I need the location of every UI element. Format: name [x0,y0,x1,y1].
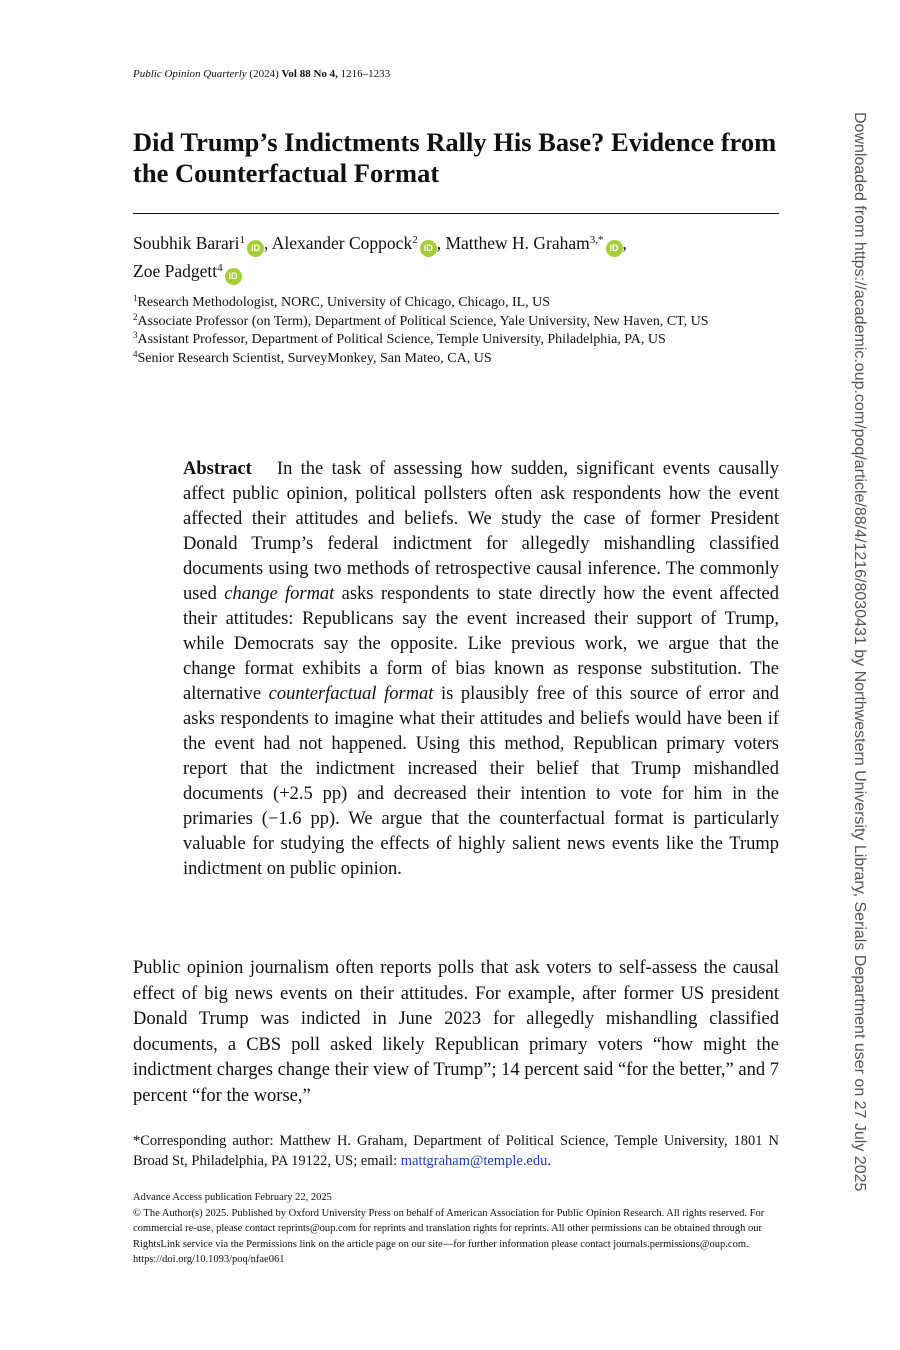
copyright-notice: © The Author(s) 2025. Published by Oxford University Press on behalf of American Association for Public Opinion Research. All rights reserved. For commercial re-use, please contact reprints@oup.com for reprints and translation rights for reprints. All other permissions can be obtained through our RightsLink service via the Permissions link on the article page on our site—for further information please contact journals.permissions@oup.com. [133,1207,765,1250]
affiliation-text: Senior Research Scientist, SurveyMonkey, San Mateo, CA, US [137,350,492,366]
affiliation-text: Associate Professor (on Term), Department of Political Science, Yale University, New Haven, CT, US [137,313,709,329]
affiliations [133,294,743,368]
download-watermark [848,112,870,1240]
author-separator: , [436,233,446,253]
body-paragraph: Public opinion journalism often reports polls that ask voters to self-assess the causal effect of big news events on their attitudes. For example, after former US president Donald Trump was indicted in June 2023 for allegedly mishandling classified documents, a CBS poll asked likely Republican primary voters “how might the indictment charges change their view of Trump”; 14 percent said “for the better,” and 7 percent “for the worse,” [133,958,779,1106]
article-title: Did Trump’s Indictments Rally His Base? Evidence from the Counterfactual Format [133,127,777,188]
abstract-text: is plausibly free of this source of error and asks respondents to imagine what their attitudes and beliefs would have been if the event had not happened. Using this method, Republican primary voters report that the indictment increased their belief that Trump mishandled documents (+2.5 pp) and decreased their intention to vote for him in the primaries (−1.6 pp). We argue that the counterfactual format is particularly valuable for studying the effects of highly salient news events like the Trump indictment on public opinion. [183,684,779,879]
author-name: Soubhik Barari [133,233,240,253]
title-divider [133,213,779,214]
publication-footer [133,1190,783,1268]
abstract-text: In the task of assessing how sudden, significant events causally affect public opinion, political pollsters often ask respondents how the event affected their attitudes and beliefs. We study the case of former President Donald Trump’s federal indictment for allegedly mishandling classified documents using two methods of retrospective causal inference. The commonly used [183,459,780,604]
journal-citation [133,68,390,80]
email-link[interactable]: mattgraham@temple.edu [400,1153,548,1169]
author-sup: 4 [217,262,223,274]
corresponding-text: *Corresponding author: Matthew H. Graham, Department of Political Science, Temple University, 1801 N Broad St, Philadelphia, PA 19122, US; email: [133,1133,779,1169]
abstract-label: Abstract [183,459,252,479]
author [445,233,626,253]
abstract-text: asks respondents to state directly how the event affected their attitudes: Republicans say the event increased their support of Trump, while Democrats say the opposite. Like previous work, we argue that the change format exhibits a form of bias known as response substitution. The alternative [183,584,779,704]
author [133,261,242,281]
affiliation-text: Research Methodologist, NORC, University of Chicago, Chicago, IL, US [137,295,551,310]
orcid-icon[interactable]: iD [420,240,437,257]
affiliation [133,294,743,313]
affiliation [133,331,743,350]
affiliation-sup: 1 [133,293,138,303]
author-separator: , [622,233,627,253]
abstract-term: change format [224,584,335,604]
affiliation [133,313,743,332]
orcid-icon[interactable]: iD [247,240,264,257]
corresponding-end: . [547,1153,551,1169]
abstract-term: counterfactual format [268,684,434,704]
author-name: Matthew H. Graham [445,233,590,253]
journal-volume: Vol 88 No 4, [281,68,338,80]
author-sup: 1 [239,234,245,246]
affiliation-sup: 2 [133,311,138,322]
orcid-icon[interactable]: iD [225,268,242,285]
journal-pages: 1216–1233 [340,68,391,80]
author-sup: 2 [412,234,418,246]
affiliation [133,350,743,369]
corresponding-author-note [133,1131,779,1171]
journal-year: (2024) [249,68,279,80]
doi-link[interactable]: https://doi.org/10.1093/poq/nfae061 [133,1254,285,1265]
abstract [183,457,779,882]
author-sup: 3,* [589,234,604,246]
affiliation-sup: 3 [133,330,138,340]
download-watermark-text: Downloaded from https://academic.oup.com/poq/article/88/4/1216/8030431 by Northwestern University Library, Serials Department user on 27 July 2025 [851,112,868,1192]
author-name: Alexander Coppock [271,233,413,253]
author-separator: , [263,233,272,253]
advance-access: Advance Access publication February 22, 2025 [133,1192,332,1203]
author [133,233,272,253]
author [272,233,446,253]
journal-name: Public Opinion Quarterly [133,68,247,80]
author-list [133,229,783,285]
affiliation-sup: 4 [133,348,138,359]
orcid-icon[interactable]: iD [606,240,623,257]
author-name: Zoe Padgett [133,261,218,281]
affiliation-text: Assistant Professor, Department of Political Science, Temple University, Philadelphia, PA, US [137,332,666,347]
